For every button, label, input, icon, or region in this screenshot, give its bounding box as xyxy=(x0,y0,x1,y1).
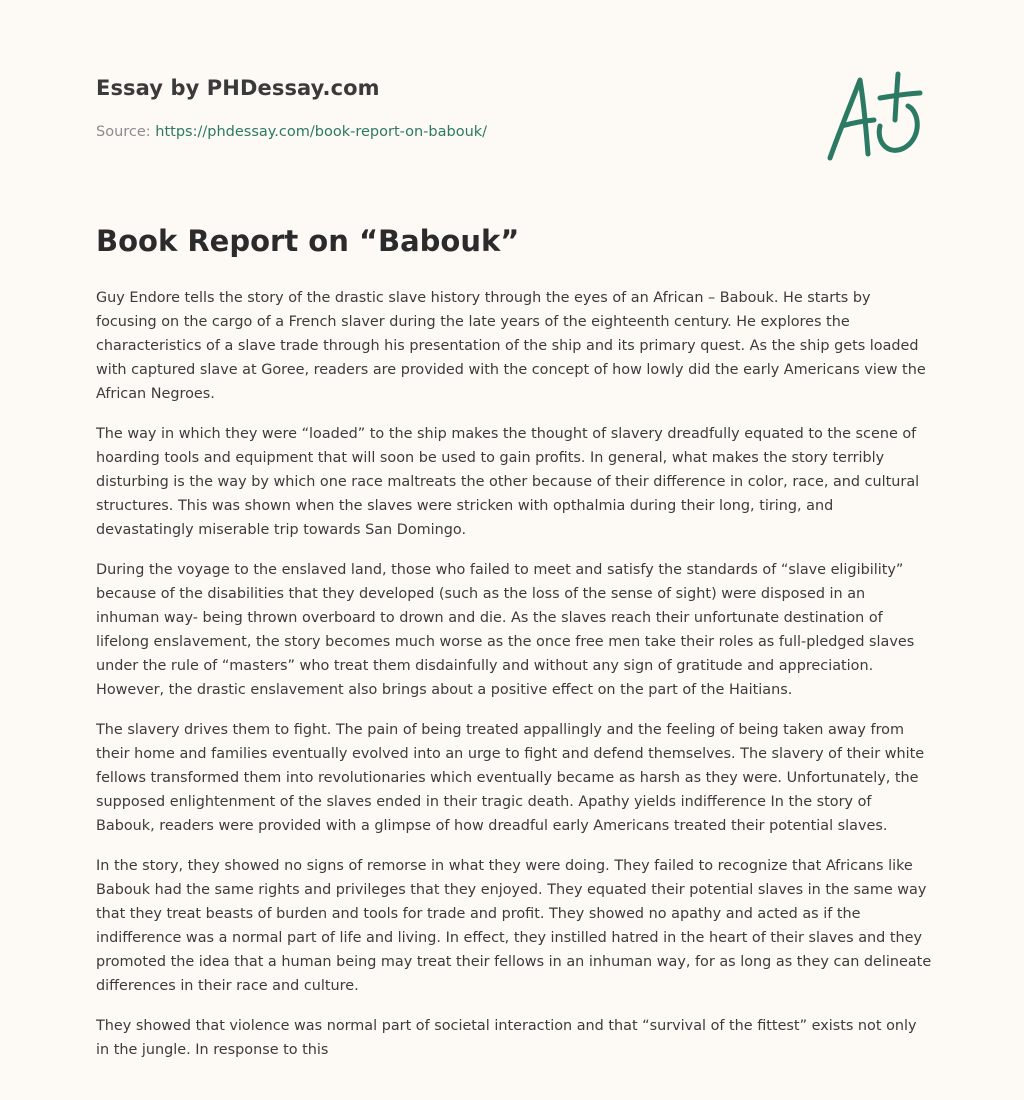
source-line xyxy=(96,124,487,140)
essay-paragraph: The way in which they were “loaded” to the ship makes the thought of slavery dreadfully equated to the scene of hoarding tools and equipment that will soon be used to gain profits. In general, what makes the story terribly disturbing is the way by which one race maltreats the other because of their difference in color, race, and cultural structures. This was shown when the slaves were stricken with opthalmia during their long, tiring, and devastatingly miserable trip towards San Domingo. xyxy=(96,426,920,538)
essay-paragraph: In the story, they showed no signs of remorse in what they were doing. They failed to recognize that Africans like Babouk had the same rights and privileges that they enjoyed. They equated their potential slaves in the same way that they treat beasts of burden and tools for trade and profit. They showed no apathy and acted as if the indifference was a normal part of life and living. In effect, they instilled hatred in the heart of their slaves and they promoted the idea that a human being may treat their fellows in an inhuman way, for as long as they can delineate differences in their race and culture. xyxy=(96,858,932,994)
essay-body xyxy=(96,286,932,1078)
source-link[interactable]: https://phdessay.com/book-report-on-babouk/ xyxy=(155,124,488,140)
essay-title: Book Report on “Babouk” xyxy=(96,224,520,258)
essay-paragraph: Guy Endore tells the story of the drastic slave history through the eyes of an African – Babouk. He starts by focusing on the cargo of a French slaver during the late years of the eighteenth century. He explores the characteristics of a slave trade through his presentation of the ship and its primary quest. As the ship gets loaded with captured slave at Goree, readers are provided with the concept of how lowly did the early Americans view the African Negroes. xyxy=(96,290,926,402)
essay-paragraph: The slavery drives them to fight. The pain of being treated appallingly and the feeling of being taken away from their home and families eventually evolved into an urge to fight and defend themselves. The slavery of their white fellows transformed them into revolutionaries which eventually became as harsh as they were. Unfortunately, the supposed enlightenment of the slaves ended in their tragic death. Apathy yields indifference In the story of Babouk, readers were provided with a glimpse of how dreadful early Americans treated their potential slaves. xyxy=(96,722,925,834)
essay-paragraph: They showed that violence was normal part of societal interaction and that “survival of the fittest” exists not only in the jungle. In response to this xyxy=(96,1018,917,1058)
a-plus-logo-icon xyxy=(822,68,932,168)
site-title: Essay by PHDessay.com xyxy=(96,76,380,100)
essay-paragraph: During the voyage to the enslaved land, those who failed to meet and satisfy the standards of “slave eligibility” because of the disabilities that they developed (such as the loss of the sense of sight) were disposed in an inhuman way- being thrown overboard to drown and die. As the slaves reach their unfortunate destination of lifelong enslavement, the story becomes much worse as the once free men take their roles as full-pledged slaves under the rule of “masters” who treat them disdainfully and without any sign of gratitude and appreciation. However, the drastic enslavement also brings about a positive effect on the part of the Haitians. xyxy=(96,562,915,698)
source-label: Source: xyxy=(96,124,156,140)
